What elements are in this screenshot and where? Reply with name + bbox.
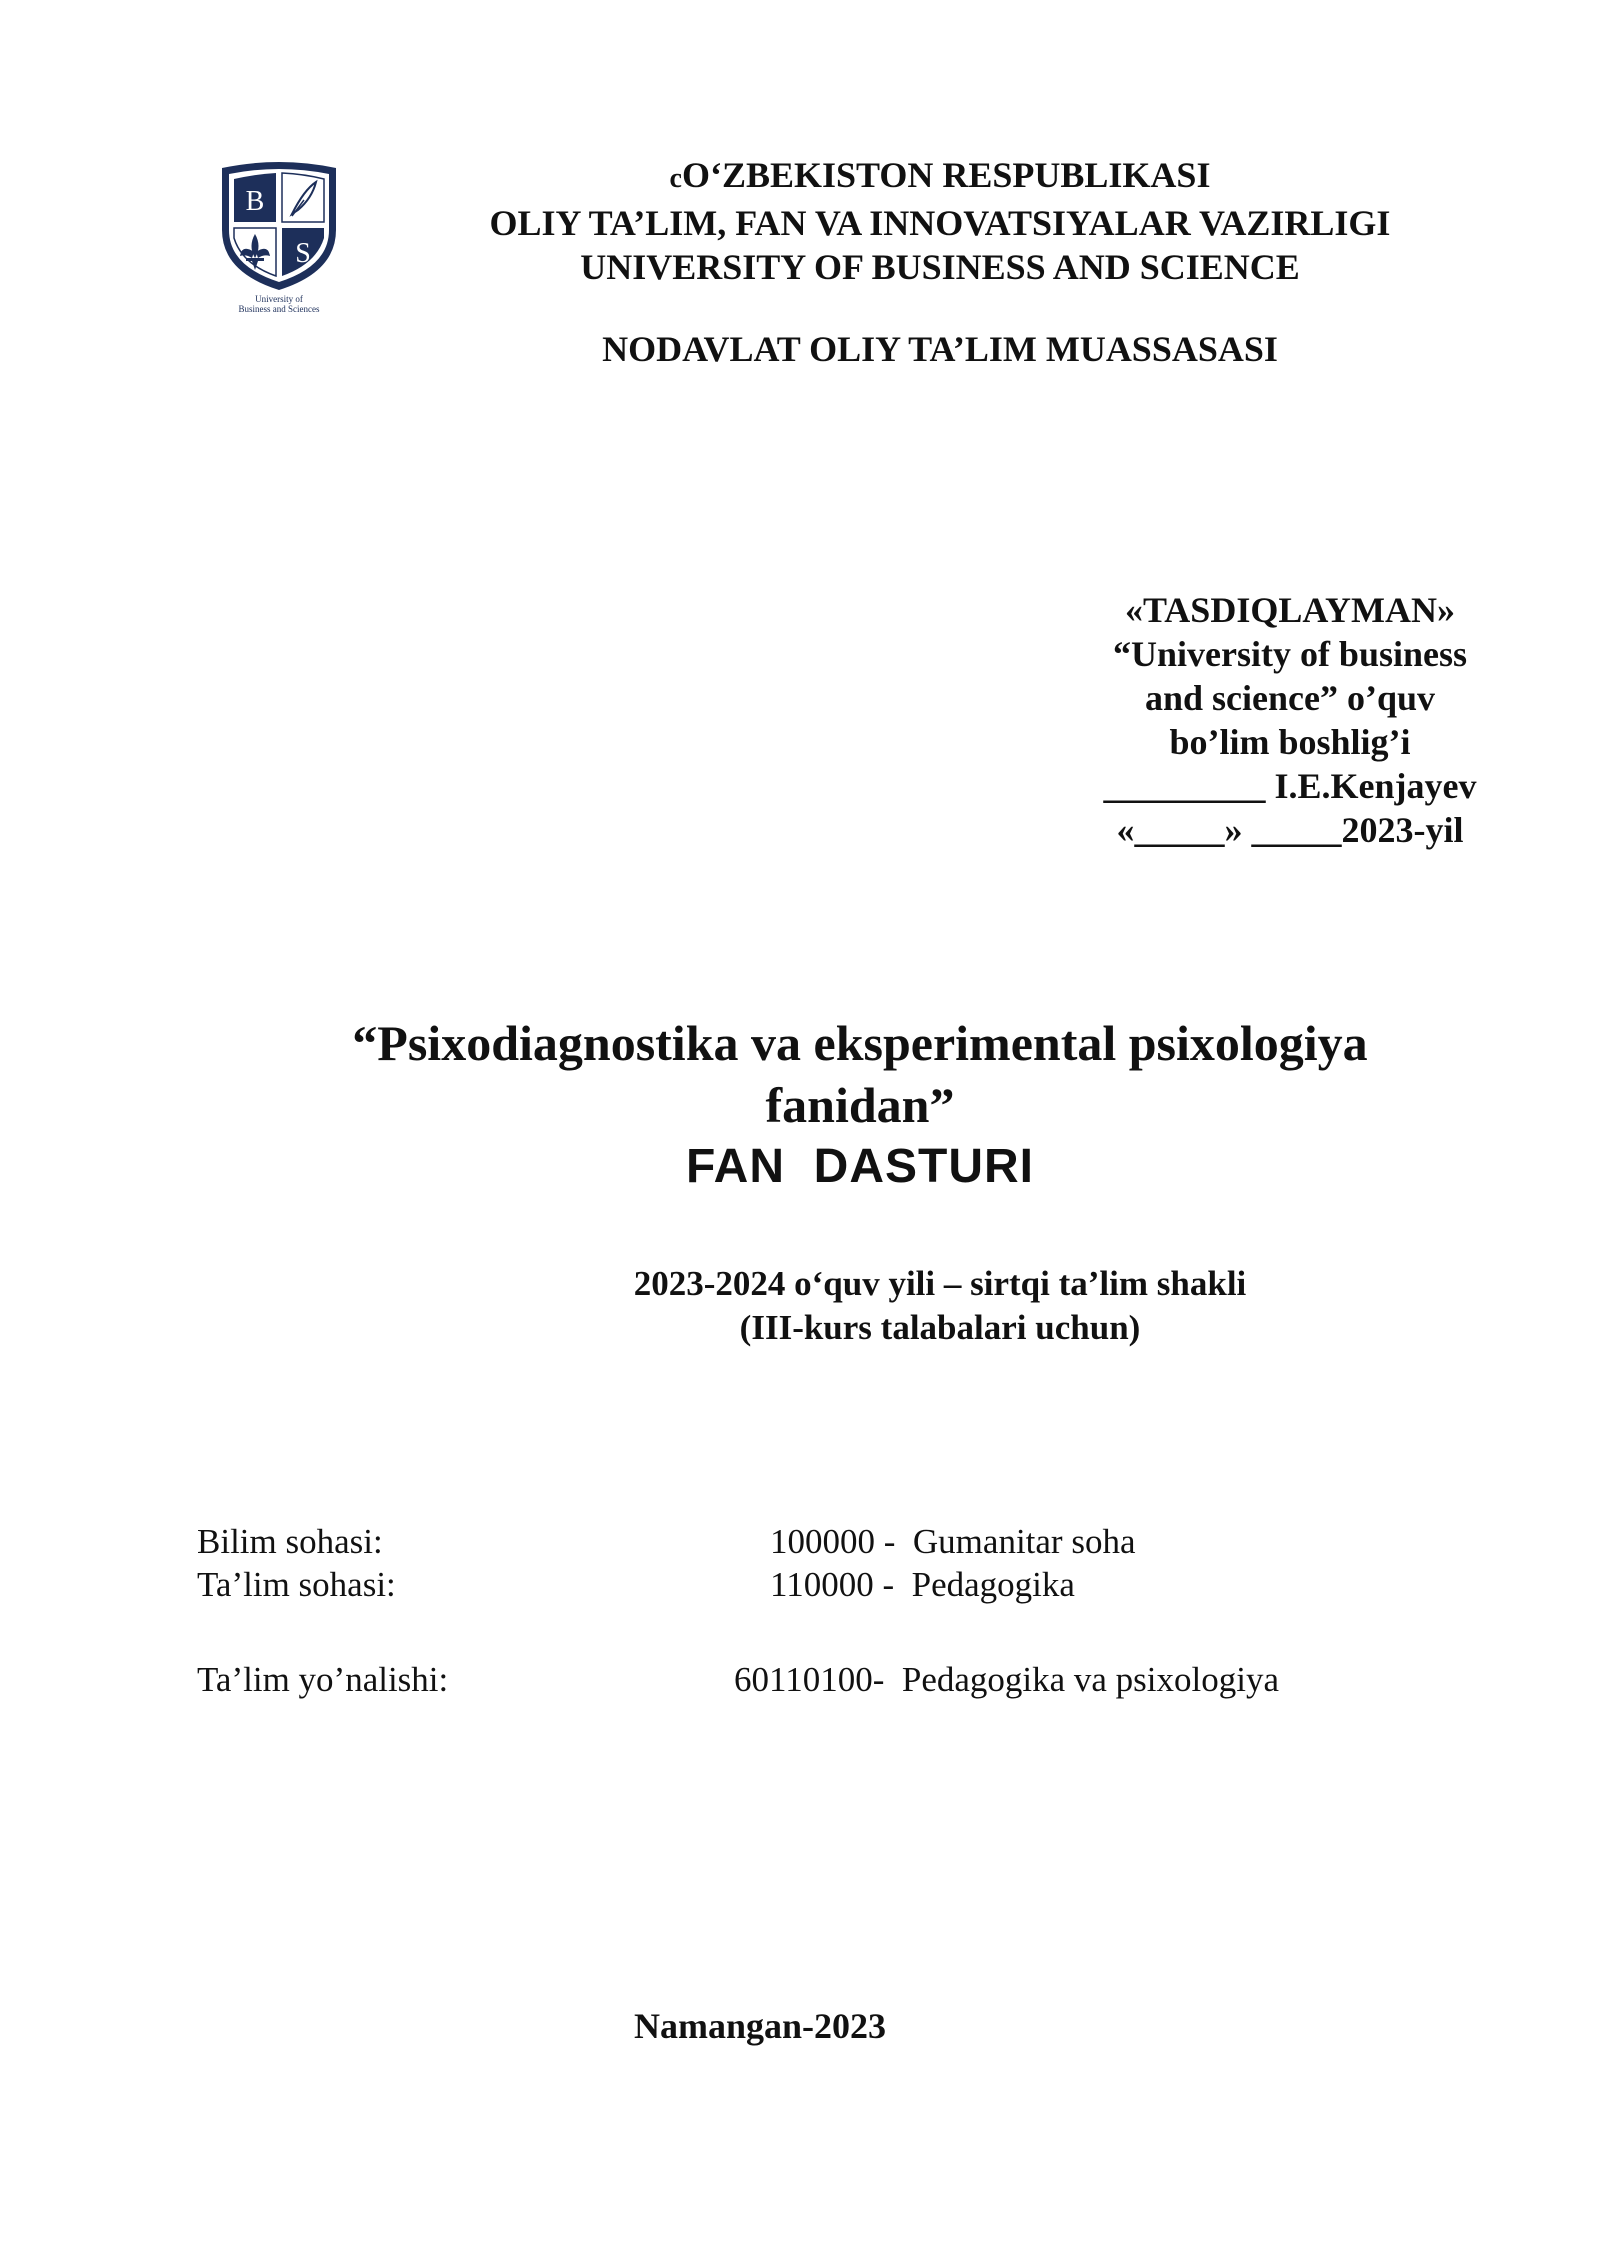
logo-letter-s: S xyxy=(295,238,311,269)
talim-yonalishi-label: Ta’lim yo’nalishi: xyxy=(197,1660,449,1699)
approval-block xyxy=(1060,588,1520,852)
logo-caption xyxy=(200,294,358,314)
title-subject-line: “Psixodiagnostika va eksperimental psixologiya xyxy=(352,1015,1368,1071)
header-line1-text: O‘ZBEKISTON RESPUBLIKASI xyxy=(681,155,1211,195)
title-program-label: FAN DASTURI xyxy=(686,1140,1034,1193)
header-line-ministry: OLIY TA’LIM, FAN VA INNOVATSIYALAR VAZIRLIGI xyxy=(489,203,1391,243)
logo-letter-b: B xyxy=(245,186,265,217)
approval-line: “University of business xyxy=(1112,634,1468,674)
approval-line: bo’lim boshlig’i xyxy=(1169,722,1411,762)
talim-yonalishi-value: 60110100- Pedagogika va psixologiya xyxy=(734,1660,1280,1699)
shield-emblem-icon xyxy=(212,160,346,294)
document-title xyxy=(240,1012,1480,1198)
course-line: (III-kurs talabalari uchun) xyxy=(739,1308,1141,1347)
document-header xyxy=(400,153,1480,289)
logo-caption-line: Business and Sciences xyxy=(238,304,320,314)
academic-year-block xyxy=(400,1262,1480,1350)
logo-caption-line: University of xyxy=(255,294,303,304)
bilim-sohasi-label: Bilim sohasi: xyxy=(197,1522,383,1561)
header-line1-prefix: c xyxy=(669,163,682,194)
header-line-university: UNIVERSITY OF BUSINESS AND SCIENCE xyxy=(580,247,1300,287)
talim-sohasi-value: 110000 - Pedagogika xyxy=(770,1565,1075,1604)
academic-year-line: 2023-2024 o‘quv yili – sirtqi ta’lim shakli xyxy=(633,1264,1247,1303)
bilim-sohasi-value: 100000 - Gumanitar soha xyxy=(770,1522,1136,1561)
approval-date-line: «_____» _____2023-yil xyxy=(1116,810,1464,850)
approval-line: «TASDIQLAYMAN» xyxy=(1124,590,1456,630)
approval-line: and science” o’quv xyxy=(1144,678,1436,718)
approval-signature-line: _________ I.E.Kenjayev xyxy=(1103,766,1477,806)
talim-sohasi-label: Ta’lim sohasi: xyxy=(197,1565,396,1604)
place-and-year: Namangan-2023 xyxy=(633,2006,887,2046)
header-line-institution-type: NODAVLAT OLIY TA’LIM MUASSASASI xyxy=(602,329,1278,369)
header-line-ministry-country xyxy=(400,153,1480,201)
title-subject-suffix: fanidan” xyxy=(765,1077,955,1133)
